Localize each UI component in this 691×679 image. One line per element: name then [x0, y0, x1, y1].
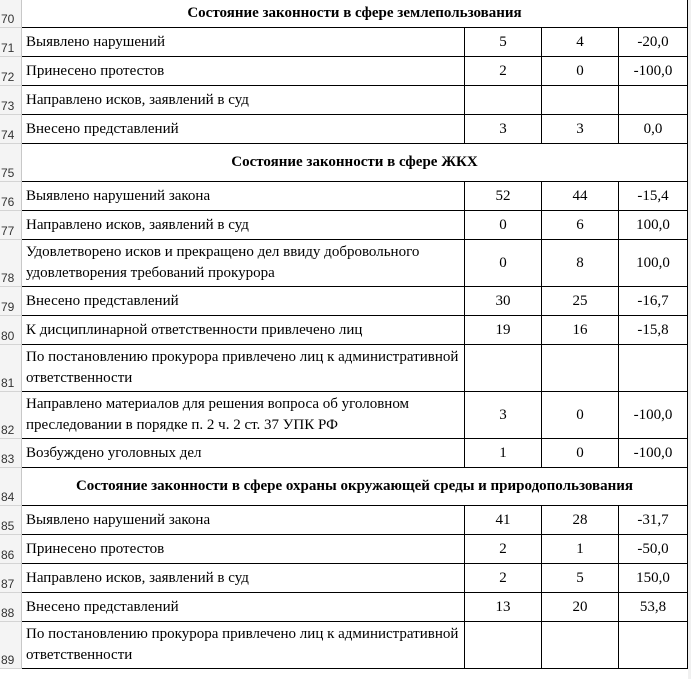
value-cell-change[interactable] [619, 345, 688, 392]
value-cell-change[interactable] [619, 115, 688, 144]
value-cell-curr[interactable] [542, 535, 619, 564]
cell-value: 8 [576, 254, 584, 271]
value-cell-prev[interactable] [465, 535, 542, 564]
cell-value: -100,0 [633, 406, 673, 423]
value-cell-change[interactable] [619, 240, 688, 287]
value-cell-change[interactable] [619, 316, 688, 345]
value-cell-change[interactable] [619, 86, 688, 115]
value-cell-curr[interactable] [542, 622, 619, 669]
row-header[interactable] [0, 392, 22, 439]
value-cell-change[interactable] [619, 622, 688, 669]
row-label: По постановлению прокурора привлечено лиц к административной ответственности [26, 626, 459, 663]
value-cell-prev[interactable] [465, 593, 542, 622]
cell-value: 30 [495, 292, 511, 309]
label-cell[interactable] [22, 439, 465, 468]
row-label: Внесено представлений [26, 598, 179, 615]
value-cell-prev[interactable] [465, 506, 542, 535]
value-cell-curr[interactable] [542, 316, 619, 345]
cell-value: 100,0 [636, 216, 670, 233]
cell-value: 5 [499, 33, 507, 50]
value-cell-curr[interactable] [542, 211, 619, 240]
table-row [0, 57, 691, 86]
row-number: 72 [1, 70, 15, 84]
row-number: 78 [1, 271, 15, 285]
row-header[interactable] [0, 287, 22, 316]
cell-value: 25 [572, 292, 588, 309]
value-cell-change[interactable] [619, 535, 688, 564]
section-title: Состояние законности в сфере охраны окружающей среды и природопользования [75, 478, 634, 494]
value-cell-curr[interactable] [542, 240, 619, 287]
row-header[interactable] [0, 564, 22, 593]
cell-value: 13 [495, 598, 511, 615]
cell-value: 19 [495, 321, 511, 338]
row-label: Удовлетворено исков и прекращено дел ввиду добровольного удовлетворения требований прокурора [26, 244, 420, 281]
section-title: Состояние законности в сфере землепользования [187, 5, 522, 21]
cell-value: -15,4 [637, 187, 669, 204]
row-number: 86 [1, 548, 15, 562]
row-label: Выявлено нарушений закона [26, 187, 211, 204]
label-cell[interactable] [22, 182, 465, 211]
label-cell[interactable] [22, 506, 465, 535]
table-row [0, 564, 691, 593]
section-title-cell[interactable] [22, 0, 688, 28]
value-cell-change[interactable] [619, 506, 688, 535]
value-cell-prev[interactable] [465, 240, 542, 287]
value-cell-change[interactable] [619, 392, 688, 439]
row-label: Принесено протестов [26, 62, 165, 79]
cell-value: -20,0 [637, 33, 669, 50]
value-cell-change[interactable] [619, 593, 688, 622]
cell-value: 2 [499, 540, 507, 557]
cell-value: 1 [499, 444, 507, 461]
label-cell[interactable] [22, 535, 465, 564]
row-number: 73 [1, 99, 15, 113]
value-cell-prev[interactable] [465, 564, 542, 593]
value-cell-prev[interactable] [465, 287, 542, 316]
row-number: 71 [1, 41, 15, 55]
value-cell-curr[interactable] [542, 593, 619, 622]
row-label: Принесено протестов [26, 540, 165, 557]
row-label: Направлено исков, заявлений в суд [26, 569, 249, 586]
section-row [0, 144, 691, 182]
row-number: 80 [1, 329, 15, 343]
value-cell-prev[interactable] [465, 57, 542, 86]
cell-value: -15,8 [637, 321, 669, 338]
cell-value: 3 [576, 120, 584, 137]
table-row [0, 345, 691, 392]
row-number: 81 [1, 376, 15, 390]
value-cell-change[interactable] [619, 211, 688, 240]
value-cell-prev[interactable] [465, 316, 542, 345]
label-cell[interactable] [22, 593, 465, 622]
cell-value: 3 [499, 406, 507, 423]
cell-value: 5 [576, 569, 584, 586]
label-cell[interactable] [22, 211, 465, 240]
table-row [0, 593, 691, 622]
cell-value: 150,0 [636, 569, 670, 586]
cell-value: 0,0 [643, 120, 663, 137]
row-label: Направлено материалов для решения вопроса об уголовном преследовании в порядке п. 2 ч. 2 ст. 37 УПК РФ [26, 396, 410, 433]
table-row [0, 211, 691, 240]
row-header[interactable] [0, 144, 22, 182]
row-header[interactable] [0, 622, 22, 669]
row-label: Выявлено нарушений [26, 33, 166, 50]
cell-value: 2 [499, 62, 507, 79]
value-cell-change[interactable] [619, 287, 688, 316]
section-title-cell[interactable] [22, 144, 688, 182]
table-row [0, 535, 691, 564]
label-cell[interactable] [22, 622, 465, 669]
cell-value: 28 [572, 511, 588, 528]
value-cell-prev[interactable] [465, 439, 542, 468]
cell-value: 6 [576, 216, 584, 233]
table-row [0, 506, 691, 535]
row-label: Возбуждено уголовных дел [26, 444, 202, 461]
section-title: Состояние законности в сфере ЖКХ [231, 154, 478, 170]
value-cell-curr[interactable] [542, 182, 619, 211]
cell-value: -16,7 [637, 292, 669, 309]
row-header[interactable] [0, 240, 22, 287]
table-row [0, 28, 691, 57]
row-number: 70 [1, 12, 15, 26]
value-cell-curr[interactable] [542, 564, 619, 593]
cell-value: -100,0 [633, 62, 673, 79]
section-row [0, 468, 691, 506]
value-cell-prev[interactable] [465, 345, 542, 392]
cell-value: 0 [576, 406, 584, 423]
row-header[interactable] [0, 115, 22, 144]
label-cell[interactable] [22, 345, 465, 392]
row-header[interactable] [0, 211, 22, 240]
section-row [0, 0, 691, 28]
cell-value: 2 [499, 569, 507, 586]
row-header[interactable] [0, 506, 22, 535]
value-cell-curr[interactable] [542, 345, 619, 392]
table-row [0, 240, 691, 287]
table-row [0, 115, 691, 144]
cell-value: -31,7 [637, 511, 669, 528]
row-header[interactable] [0, 28, 22, 57]
cell-value: -100,0 [633, 444, 673, 461]
value-cell-prev[interactable] [465, 622, 542, 669]
row-number: 85 [1, 519, 15, 533]
row-header[interactable] [0, 86, 22, 115]
row-header[interactable] [0, 316, 22, 345]
cell-value: 3 [499, 120, 507, 137]
value-cell-prev[interactable] [465, 28, 542, 57]
row-header[interactable] [0, 439, 22, 468]
value-cell-change[interactable] [619, 439, 688, 468]
value-cell-prev[interactable] [465, 182, 542, 211]
row-label: Направлено исков, заявлений в суд [26, 216, 249, 233]
value-cell-change[interactable] [619, 28, 688, 57]
value-cell-prev[interactable] [465, 392, 542, 439]
row-label: Внесено представлений [26, 120, 179, 137]
row-number: 79 [1, 300, 15, 314]
row-number: 88 [1, 606, 15, 620]
table-row [0, 86, 691, 115]
cell-value: 41 [495, 511, 511, 528]
label-cell[interactable] [22, 86, 465, 115]
table-row [0, 439, 691, 468]
value-cell-change[interactable] [619, 564, 688, 593]
cell-value: 0 [499, 254, 507, 271]
row-number: 82 [1, 423, 15, 437]
value-cell-curr[interactable] [542, 86, 619, 115]
value-cell-curr[interactable] [542, 287, 619, 316]
label-cell[interactable] [22, 392, 465, 439]
value-cell-curr[interactable] [542, 439, 619, 468]
value-cell-curr[interactable] [542, 57, 619, 86]
table-row [0, 182, 691, 211]
table-row [0, 316, 691, 345]
table-row [0, 392, 691, 439]
value-cell-prev[interactable] [465, 115, 542, 144]
row-label: Выявлено нарушений закона [26, 511, 211, 528]
row-label: По постановлению прокурора привлечено лиц к административной ответственности [26, 349, 459, 386]
cell-value: 52 [495, 187, 511, 204]
cell-value: 0 [576, 62, 584, 79]
label-cell[interactable] [22, 115, 465, 144]
value-cell-curr[interactable] [542, 115, 619, 144]
value-cell-curr[interactable] [542, 28, 619, 57]
label-cell[interactable] [22, 287, 465, 316]
row-number: 75 [1, 166, 15, 180]
cell-value: 0 [576, 444, 584, 461]
table-row [0, 622, 691, 669]
row-number: 77 [1, 224, 15, 238]
row-number: 89 [1, 653, 15, 667]
cell-value: 100,0 [636, 254, 670, 271]
label-cell[interactable] [22, 564, 465, 593]
value-cell-curr[interactable] [542, 506, 619, 535]
row-header[interactable] [0, 57, 22, 86]
row-header[interactable] [0, 0, 22, 28]
cell-value: 0 [499, 216, 507, 233]
value-cell-prev[interactable] [465, 211, 542, 240]
label-cell[interactable] [22, 57, 465, 86]
row-header[interactable] [0, 182, 22, 211]
value-cell-change[interactable] [619, 57, 688, 86]
label-cell[interactable] [22, 240, 465, 287]
cell-value: 53,8 [639, 598, 667, 615]
row-number: 87 [1, 577, 15, 591]
row-header[interactable] [0, 593, 22, 622]
table-row [0, 287, 691, 316]
cell-value: 16 [572, 321, 588, 338]
section-title-cell[interactable] [22, 468, 688, 506]
row-number: 84 [1, 490, 15, 504]
value-cell-curr[interactable] [542, 392, 619, 439]
cell-value: -50,0 [637, 540, 669, 557]
row-label: Направлено исков, заявлений в суд [26, 91, 249, 108]
value-cell-change[interactable] [619, 182, 688, 211]
label-cell[interactable] [22, 316, 465, 345]
row-label: Внесено представлений [26, 292, 179, 309]
cell-value: 4 [576, 33, 584, 50]
row-header[interactable] [0, 535, 22, 564]
row-number: 83 [1, 452, 15, 466]
row-header[interactable] [0, 468, 22, 506]
row-number: 76 [1, 195, 15, 209]
cell-value: 1 [576, 540, 584, 557]
row-header[interactable] [0, 345, 22, 392]
value-cell-prev[interactable] [465, 86, 542, 115]
row-label: К дисциплинарной ответственности привлечено лиц [26, 321, 363, 338]
row-number: 74 [1, 128, 15, 142]
cell-value: 20 [572, 598, 588, 615]
label-cell[interactable] [22, 28, 465, 57]
cell-value: 44 [572, 187, 588, 204]
